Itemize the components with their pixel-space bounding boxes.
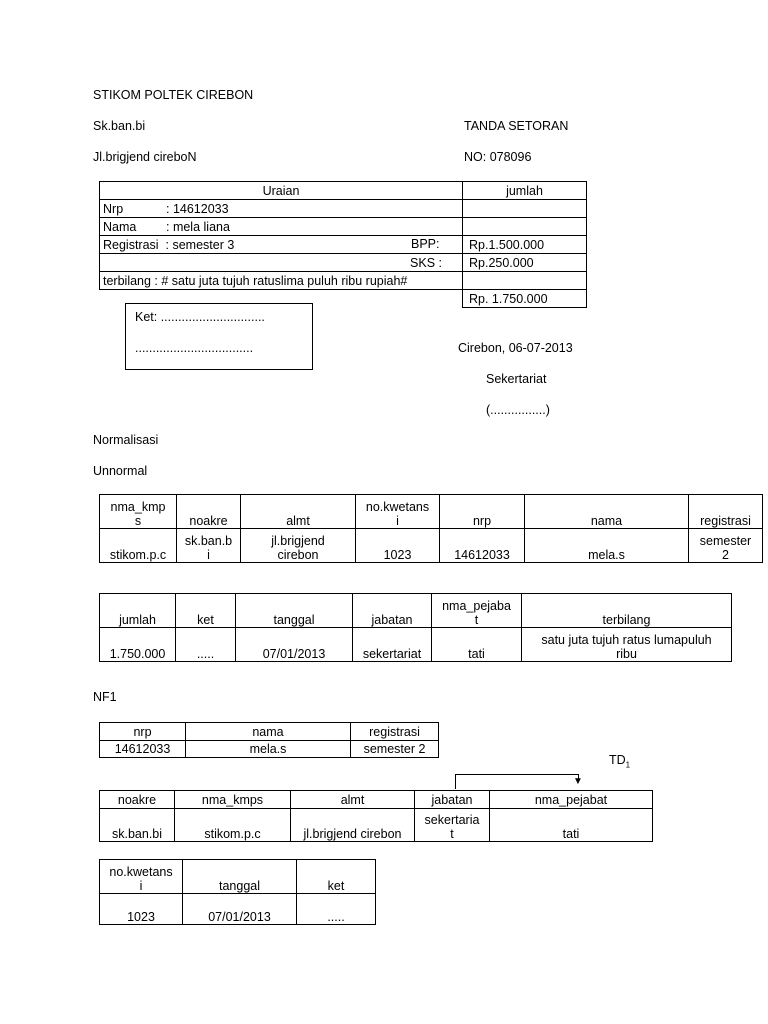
table-cell: sk.ban.bi <box>100 809 175 842</box>
header-cell: tanggal <box>183 860 297 894</box>
table-cell: stikom.p.c <box>175 809 291 842</box>
header-cell: almt <box>241 495 356 529</box>
table-cell: tati <box>432 628 522 662</box>
table-cell: 07/01/2013 <box>183 894 297 925</box>
table-cell: sekertaria t <box>415 809 490 842</box>
reg-label: Registrasi <box>103 237 159 252</box>
table-cell: 1023 <box>356 529 440 563</box>
header-cell: nma_pejaba t <box>432 594 522 628</box>
header-cell: ket <box>297 860 376 894</box>
total-amount: Rp. 1.750.000 <box>463 290 587 308</box>
table-cell: mela.s <box>525 529 689 563</box>
table-cell: satu juta tujuh ratus lumapuluh ribu <box>522 628 732 662</box>
signature-blank: (................) <box>486 403 550 417</box>
header-cell: nma_pejabat <box>490 791 653 809</box>
unnormal-table-2 <box>99 593 732 662</box>
col-uraian: Uraian <box>100 182 463 200</box>
table-cell: stikom.p.c <box>100 529 177 563</box>
header-cell: nma_kmp s <box>100 495 177 529</box>
table-cell: 1.750.000 <box>100 628 176 662</box>
ket-line-2: .................................. <box>135 341 254 355</box>
dependency-arrow-icon: ▼ <box>573 776 583 787</box>
heading-normalisasi: Normalisasi <box>93 433 159 447</box>
header-cell: registrasi <box>689 495 763 529</box>
header-cell: noakre <box>177 495 241 529</box>
table-cell: jl.brigjend cirebon <box>241 529 356 563</box>
heading-unnormal: Unnormal <box>93 464 148 478</box>
reg-value: : semester 3 <box>165 237 235 252</box>
header-cell: jabatan <box>415 791 490 809</box>
org-accreditation: Sk.ban.bi <box>93 119 146 133</box>
table-cell: 07/01/2013 <box>236 628 353 662</box>
table-cell: 14612033 <box>100 741 186 758</box>
terbilang-amount-cell <box>463 272 587 290</box>
header-cell: nrp <box>440 495 525 529</box>
td-text: TD <box>609 753 626 767</box>
nrp-amount-cell <box>463 200 587 218</box>
nama-value: : mela liana <box>166 219 230 234</box>
table-cell: sk.ban.b i <box>177 529 241 563</box>
doc-title: TANDA SETORAN <box>464 119 569 133</box>
col-jumlah: jumlah <box>463 182 587 200</box>
ket-line-1: Ket: .............................. <box>135 310 265 324</box>
header-cell: jumlah <box>100 594 176 628</box>
table-cell: jl.brigjend cirebon <box>291 809 415 842</box>
header-cell: ket <box>176 594 236 628</box>
unnormal-table-1 <box>99 494 763 563</box>
sks-label: SKS : <box>100 254 463 272</box>
org-address: Jl.brigjend cireboN <box>93 150 197 164</box>
bpp-amount: Rp.1.500.000 <box>463 236 587 254</box>
header-cell: tanggal <box>236 594 353 628</box>
header-cell: noakre <box>100 791 175 809</box>
header-cell: registrasi <box>351 723 439 741</box>
place-date: Cirebon, 06-07-2013 <box>458 341 573 355</box>
nrp-value: : 14612033 <box>166 201 229 216</box>
header-cell: nama <box>186 723 351 741</box>
header-cell: terbilang <box>522 594 732 628</box>
header-cell: nma_kmps <box>175 791 291 809</box>
ket-box <box>125 303 313 370</box>
registrasi-row <box>100 236 463 254</box>
table-cell: 14612033 <box>440 529 525 563</box>
table-cell: tati <box>490 809 653 842</box>
org-name: STIKOM POLTEK CIREBON <box>93 88 254 102</box>
sks-amount: Rp.250.000 <box>463 254 587 272</box>
nf1-table-3 <box>99 859 376 925</box>
nama-row <box>100 218 463 236</box>
header-cell: no.kwetans i <box>356 495 440 529</box>
table-cell: mela.s <box>186 741 351 758</box>
header-cell: jabatan <box>353 594 432 628</box>
bpp-label: BPP: <box>411 237 440 251</box>
header-cell: no.kwetans i <box>100 860 183 894</box>
header-cell: nama <box>525 495 689 529</box>
table-cell: sekertariat <box>353 628 432 662</box>
header-cell: almt <box>291 791 415 809</box>
terbilang-text: terbilang : # satu juta tujuh ratuslima puluh ribu rupiah# <box>100 272 463 290</box>
header-cell: nrp <box>100 723 186 741</box>
table-cell: semester 2 <box>689 529 763 563</box>
table-cell: 1023 <box>100 894 183 925</box>
table-cell: ..... <box>176 628 236 662</box>
nama-label: Nama <box>103 219 137 234</box>
dependency-line-left <box>455 774 456 789</box>
doc-number: NO: 078096 <box>464 150 532 164</box>
nf1-table-1 <box>99 722 439 758</box>
signature-role: Sekertariat <box>486 372 547 386</box>
nrp-row <box>100 200 463 218</box>
heading-nf1: NF1 <box>93 690 117 704</box>
nama-amount-cell <box>463 218 587 236</box>
nrp-label: Nrp <box>103 201 124 216</box>
receipt-table <box>99 181 587 308</box>
td-subscript: 1 <box>625 760 631 770</box>
dependency-line <box>455 774 579 775</box>
table-cell: semester 2 <box>351 741 439 758</box>
nf1-table-2 <box>99 790 653 842</box>
table-cell: ..... <box>297 894 376 925</box>
td-label <box>609 753 630 773</box>
